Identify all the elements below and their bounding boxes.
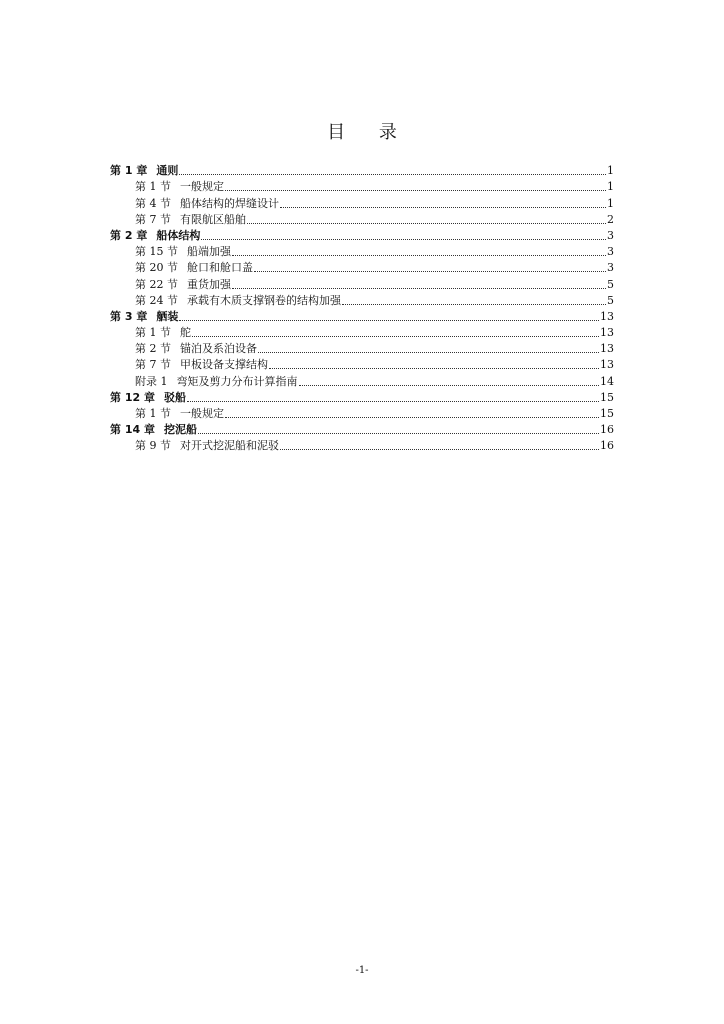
toc-dot-leader	[225, 416, 599, 418]
toc-entry-number: 第 2 节	[135, 342, 171, 356]
toc-entry-label	[110, 423, 197, 437]
toc-entry-title: 承载有木质支撑钢卷的结构加强	[187, 293, 341, 307]
toc-entry-title: 驳船	[163, 390, 186, 404]
toc-entry-page: 3	[607, 261, 614, 275]
toc-entry-title: 弯矩及剪力分布计算指南	[176, 374, 298, 388]
toc-entry-title: 舾装	[156, 309, 179, 323]
toc-entry-label	[110, 229, 200, 243]
toc-entry-title: 挖泥船	[163, 423, 197, 437]
toc-dot-leader	[280, 448, 599, 450]
toc-entry-page: 1	[607, 164, 614, 178]
toc-section-entry[interactable]	[110, 194, 614, 210]
toc-entry-number: 第 1 节	[135, 407, 171, 420]
toc-section-entry[interactable]	[110, 178, 614, 194]
toc-chapter-entry[interactable]	[110, 308, 614, 324]
toc-entry-label	[135, 245, 231, 259]
toc-chapter-entry[interactable]	[110, 162, 614, 178]
toc-entry-title: 一般规定	[180, 407, 224, 420]
toc-entry-page: 16	[600, 439, 614, 453]
toc-entry-label	[110, 310, 178, 324]
toc-entry-title: 船端加强	[187, 245, 231, 259]
toc-entry-number: 第 2 章	[110, 228, 148, 242]
toc-entry-number: 第 7 节	[135, 212, 171, 226]
toc-entry-page: 3	[607, 245, 614, 259]
table-of-contents	[110, 162, 614, 453]
toc-dot-leader	[269, 367, 599, 369]
toc-entry-page: 13	[600, 342, 614, 356]
toc-dot-leader	[198, 432, 599, 434]
toc-chapter-entry[interactable]	[110, 421, 614, 437]
toc-entry-label	[135, 197, 279, 211]
toc-dot-leader	[179, 173, 606, 175]
toc-entry-label	[135, 326, 191, 340]
toc-entry-label	[135, 439, 279, 453]
toc-entry-label	[135, 278, 231, 292]
toc-entry-title: 一般规定	[180, 180, 224, 194]
toc-section-entry[interactable]	[110, 324, 614, 340]
toc-section-entry[interactable]	[110, 259, 614, 275]
toc-section-entry[interactable]	[110, 340, 614, 356]
toc-entry-label	[110, 391, 186, 405]
toc-entry-label	[110, 164, 178, 178]
toc-entry-number: 第 9 节	[135, 439, 171, 453]
toc-entry-page: 5	[607, 293, 614, 307]
toc-entry-label	[135, 342, 257, 356]
toc-dot-leader	[179, 319, 599, 321]
toc-dot-leader	[247, 222, 606, 224]
toc-dot-leader	[299, 384, 600, 386]
toc-entry-page: 15	[600, 407, 614, 420]
toc-entry-title: 有限航区船舶	[180, 212, 246, 226]
toc-section-entry[interactable]	[110, 211, 614, 227]
toc-entry-number: 第 4 节	[135, 196, 171, 210]
toc-entry-title: 通则	[156, 164, 179, 178]
toc-entry-number: 第 20 节	[135, 261, 178, 275]
toc-entry-number: 第 12 章	[110, 390, 155, 404]
toc-dot-leader	[232, 287, 606, 289]
toc-entry-label	[135, 213, 246, 227]
toc-entry-label	[135, 407, 224, 421]
toc-entry-page: 13	[600, 326, 614, 340]
toc-entry-page: 16	[600, 423, 614, 437]
toc-section-entry[interactable]	[110, 275, 614, 291]
toc-dot-leader	[254, 270, 606, 272]
toc-section-entry[interactable]	[110, 243, 614, 259]
toc-entry-title: 甲板设备支撑结构	[180, 358, 268, 372]
toc-entry-title: 对开式挖泥船和泥驳	[180, 439, 279, 453]
toc-entry-number: 第 24 节	[135, 293, 178, 307]
toc-section-entry[interactable]	[110, 292, 614, 308]
toc-entry-label	[135, 261, 253, 275]
toc-entry-page: 13	[600, 309, 614, 323]
toc-section-entry[interactable]	[110, 372, 614, 388]
toc-section-entry[interactable]	[110, 437, 614, 453]
toc-entry-page: 13	[600, 358, 614, 372]
toc-entry-number: 第 1 节	[135, 326, 171, 340]
toc-entry-number: 第 22 节	[135, 277, 178, 291]
toc-entry-title: 船体结构的焊缝设计	[180, 196, 279, 210]
toc-entry-page: 2	[607, 212, 614, 226]
toc-entry-number: 第 7 节	[135, 358, 171, 372]
toc-entry-label	[135, 294, 341, 308]
toc-section-entry[interactable]	[110, 405, 614, 421]
toc-entry-label	[135, 358, 268, 372]
toc-dot-leader	[342, 303, 606, 305]
toc-dot-leader	[192, 335, 599, 337]
toc-entry-number: 第 15 节	[135, 245, 178, 259]
toc-entry-title: 舵	[180, 326, 191, 340]
toc-dot-leader	[258, 351, 599, 353]
toc-dot-leader	[280, 206, 606, 208]
toc-entry-number: 附录 1	[135, 374, 168, 388]
page-title: 目 录	[327, 122, 411, 143]
toc-entry-number: 第 1 节	[135, 180, 171, 194]
toc-chapter-entry[interactable]	[110, 227, 614, 243]
toc-entry-page: 1	[607, 180, 614, 194]
toc-dot-leader	[225, 189, 606, 191]
toc-entry-page: 15	[600, 390, 614, 404]
toc-entry-label	[135, 180, 224, 194]
toc-entry-number: 第 1 章	[110, 164, 148, 178]
toc-chapter-entry[interactable]	[110, 389, 614, 405]
toc-dot-leader	[187, 400, 599, 402]
toc-entry-page: 5	[607, 277, 614, 291]
toc-entry-page: 14	[600, 374, 614, 388]
toc-entry-title: 锚泊及系泊设备	[180, 342, 257, 356]
toc-entry-title: 舱口和舱口盖	[187, 261, 253, 275]
toc-section-entry[interactable]	[110, 356, 614, 372]
toc-entry-number: 第 14 章	[110, 423, 155, 437]
toc-dot-leader	[232, 254, 606, 256]
toc-entry-number: 第 3 章	[110, 309, 148, 323]
toc-entry-label	[135, 375, 298, 389]
toc-dot-leader	[201, 238, 606, 240]
toc-entry-title: 船体结构	[156, 228, 201, 242]
page-number: -1-	[355, 965, 369, 976]
toc-entry-page: 3	[607, 228, 614, 242]
toc-entry-page: 1	[607, 196, 614, 210]
toc-entry-title: 重货加强	[187, 277, 231, 291]
